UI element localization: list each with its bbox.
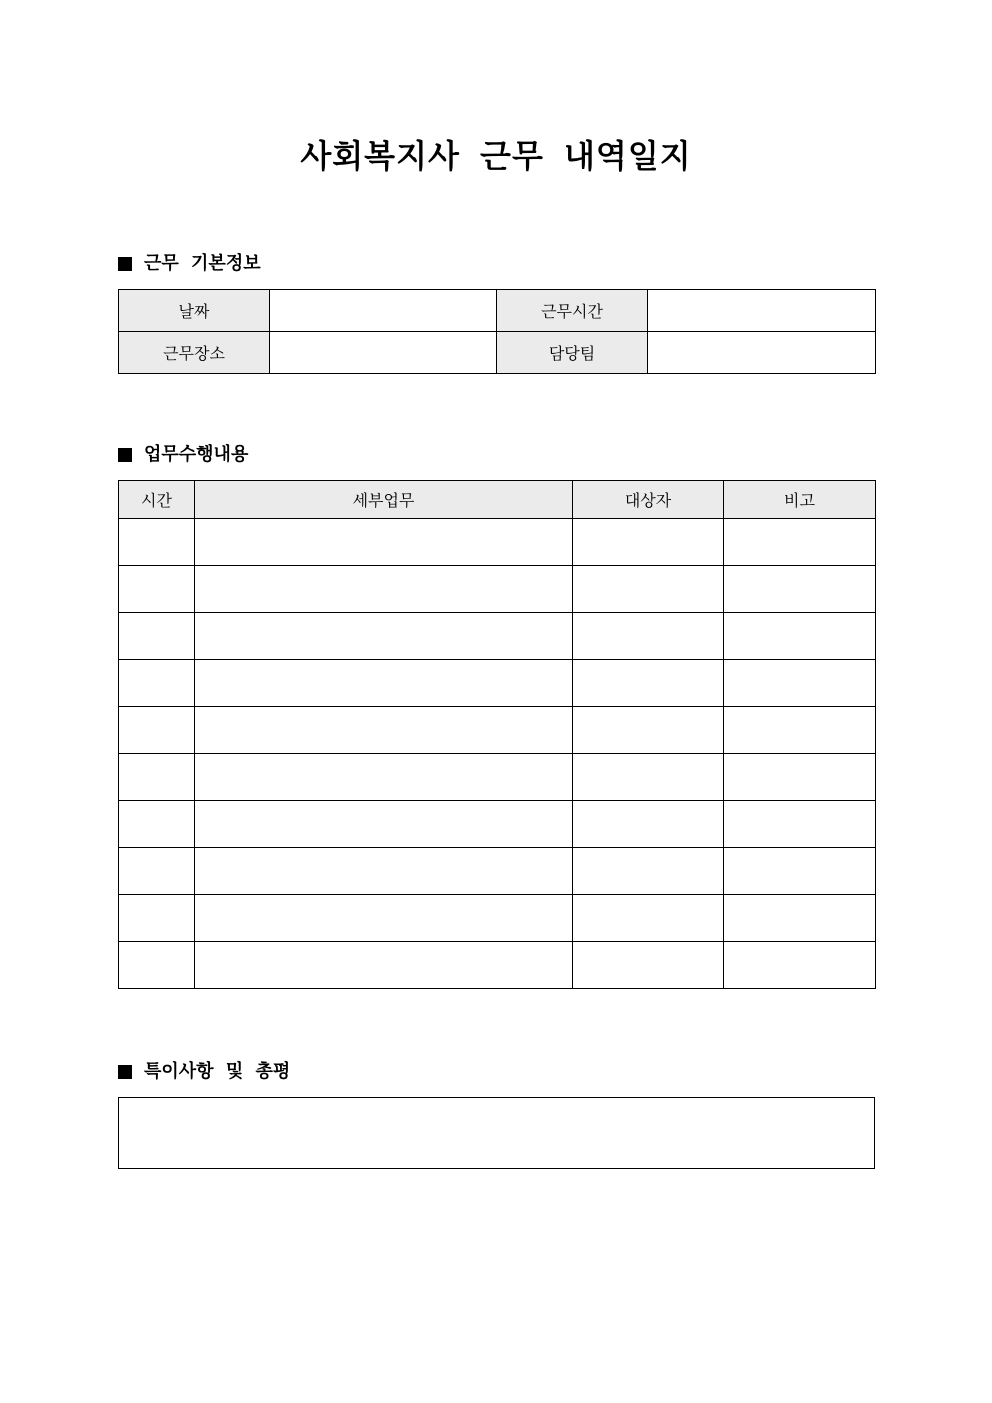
table-row [119, 895, 876, 942]
time-cell[interactable] [119, 707, 195, 754]
table-row [119, 290, 876, 332]
task-cell[interactable] [195, 895, 573, 942]
work-table [118, 480, 876, 989]
column-header-subject: 대상자 [573, 481, 724, 519]
table-row [119, 801, 876, 848]
time-cell[interactable] [119, 848, 195, 895]
notes-field[interactable] [118, 1097, 875, 1169]
time-cell[interactable] [119, 754, 195, 801]
task-cell[interactable] [195, 848, 573, 895]
work-place-field[interactable] [270, 332, 497, 374]
task-cell[interactable] [195, 754, 573, 801]
task-cell[interactable] [195, 566, 573, 613]
table-row [119, 566, 876, 613]
subject-cell[interactable] [573, 566, 724, 613]
section-heading-label: 업무수행내용 [144, 444, 249, 465]
remarks-cell[interactable] [724, 519, 876, 566]
section-heading-label: 근무 기본정보 [144, 253, 261, 274]
remarks-cell[interactable] [724, 942, 876, 989]
time-cell[interactable] [119, 519, 195, 566]
section-heading-label: 특이사항 및 총평 [144, 1061, 291, 1082]
time-cell[interactable] [119, 660, 195, 707]
column-header-task: 세부업무 [195, 481, 573, 519]
column-header-time: 시간 [119, 481, 195, 519]
subject-cell[interactable] [573, 895, 724, 942]
table-row [119, 660, 876, 707]
time-cell[interactable] [119, 895, 195, 942]
table-row [119, 519, 876, 566]
task-cell[interactable] [195, 801, 573, 848]
task-cell[interactable] [195, 707, 573, 754]
remarks-cell[interactable] [724, 895, 876, 942]
square-bullet-icon [118, 1065, 132, 1079]
time-cell[interactable] [119, 613, 195, 660]
square-bullet-icon [118, 448, 132, 462]
table-row [119, 942, 876, 989]
work-place-label: 근무장소 [119, 332, 270, 374]
subject-cell[interactable] [573, 942, 724, 989]
page-title: 사회복지사 근무 내역일지 [300, 137, 692, 175]
remarks-cell[interactable] [724, 707, 876, 754]
remarks-cell[interactable] [724, 848, 876, 895]
subject-cell[interactable] [573, 707, 724, 754]
table-row [119, 707, 876, 754]
section-heading-basic-info [118, 252, 261, 276]
subject-cell[interactable] [573, 519, 724, 566]
remarks-cell[interactable] [724, 613, 876, 660]
table-row [119, 848, 876, 895]
team-label: 담당팀 [497, 332, 648, 374]
table-row [119, 754, 876, 801]
work-hours-label: 근무시간 [497, 290, 648, 332]
work-hours-field[interactable] [648, 290, 876, 332]
date-field[interactable] [270, 290, 497, 332]
task-cell[interactable] [195, 519, 573, 566]
remarks-cell[interactable] [724, 754, 876, 801]
subject-cell[interactable] [573, 848, 724, 895]
section-heading-work [118, 443, 248, 467]
task-cell[interactable] [195, 942, 573, 989]
time-cell[interactable] [119, 566, 195, 613]
task-cell[interactable] [195, 613, 573, 660]
section-heading-notes [118, 1060, 290, 1084]
remarks-cell[interactable] [724, 566, 876, 613]
square-bullet-icon [118, 257, 132, 271]
column-header-remarks: 비고 [724, 481, 876, 519]
subject-cell[interactable] [573, 613, 724, 660]
table-row [119, 332, 876, 374]
time-cell[interactable] [119, 942, 195, 989]
team-field[interactable] [648, 332, 876, 374]
table-header-row [119, 481, 876, 519]
remarks-cell[interactable] [724, 801, 876, 848]
table-row [119, 613, 876, 660]
subject-cell[interactable] [573, 801, 724, 848]
subject-cell[interactable] [573, 754, 724, 801]
basic-info-table [118, 289, 876, 374]
subject-cell[interactable] [573, 660, 724, 707]
remarks-cell[interactable] [724, 660, 876, 707]
task-cell[interactable] [195, 660, 573, 707]
time-cell[interactable] [119, 801, 195, 848]
date-label: 날짜 [119, 290, 270, 332]
